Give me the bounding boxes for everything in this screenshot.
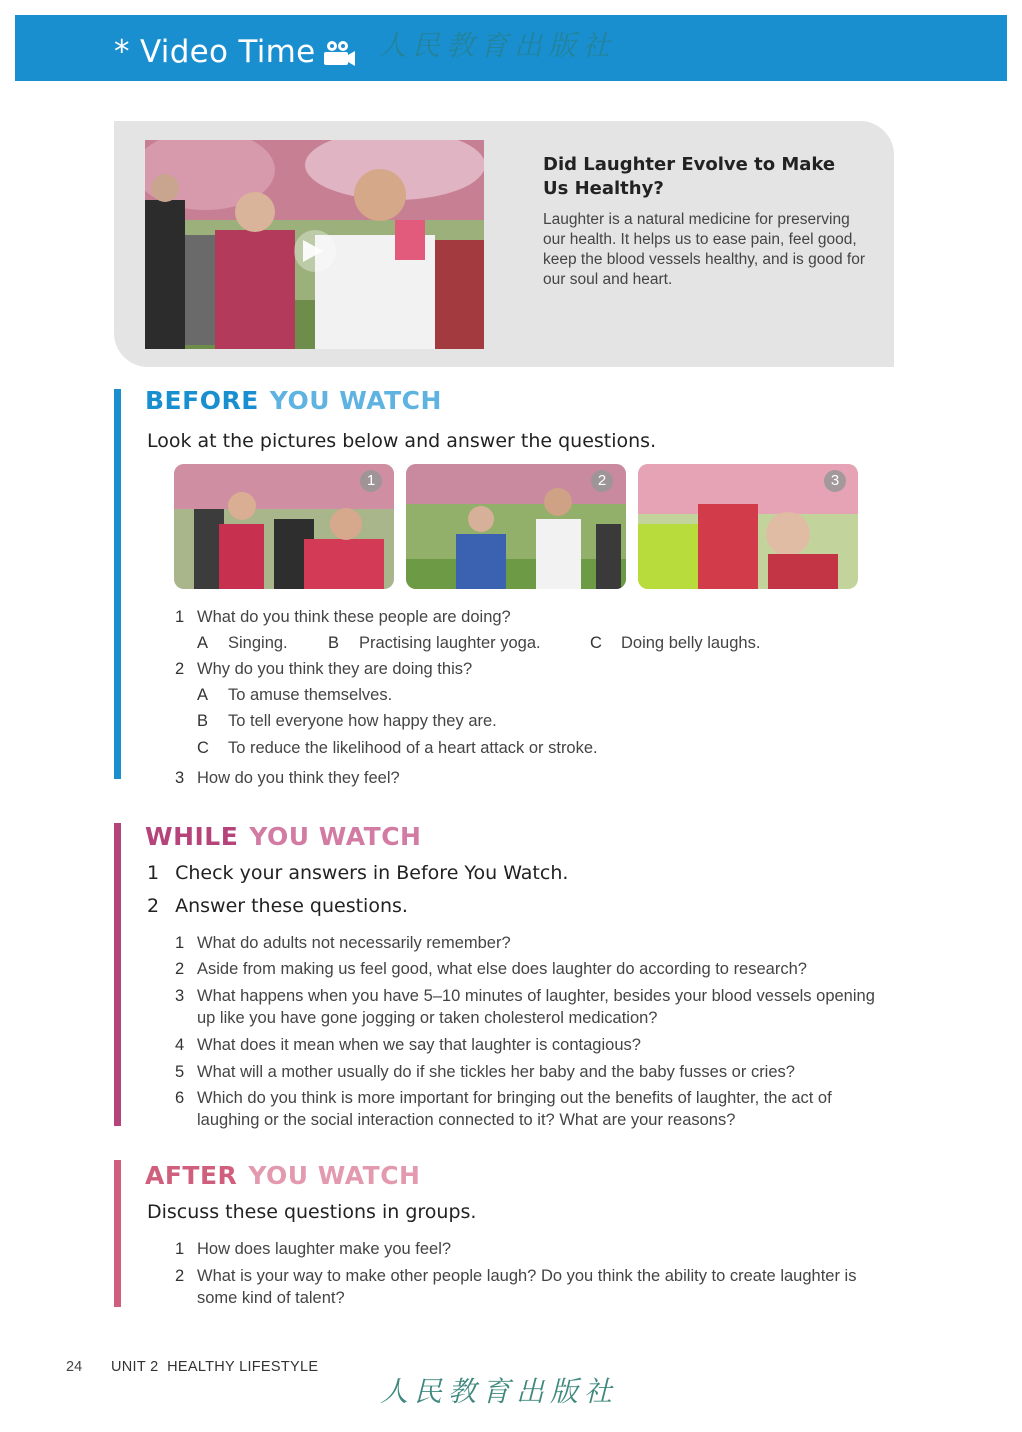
question-text: What does it mean when we say that laughter is contagious? bbox=[197, 1036, 641, 1054]
question-number: 2 bbox=[175, 1267, 185, 1285]
question-text: How do you think they feel? bbox=[197, 769, 400, 787]
question-number: 2 bbox=[175, 960, 185, 978]
question-text: Which do you think is more important for bringing out the benefits of laughter, the act of laughing or the social interaction connected to it? What are your reasons? bbox=[197, 1089, 832, 1129]
option-text: Singing. bbox=[228, 634, 288, 652]
question-number: 5 bbox=[175, 1063, 185, 1081]
publisher-logo: 人民教育出版社 bbox=[380, 1375, 619, 1408]
question-number: 1 bbox=[175, 608, 185, 626]
page-number: 24 bbox=[66, 1359, 83, 1375]
question-text: Why do you think they are doing this? bbox=[197, 660, 473, 678]
task-number: 1 bbox=[147, 862, 160, 884]
question-text: What do adults not necessarily remember? bbox=[197, 934, 511, 952]
while-heading bbox=[145, 822, 421, 851]
option-text: Doing belly laughs. bbox=[621, 634, 761, 652]
before-heading-word2: YOU WATCH bbox=[269, 386, 442, 415]
option-letter: A bbox=[197, 634, 209, 652]
video-camera-icon bbox=[321, 38, 357, 70]
task-text: Check your answers in Before You Watch. bbox=[175, 862, 569, 884]
while-section-bar bbox=[114, 823, 121, 1126]
publisher-watermark: 人民教育出版社 bbox=[378, 29, 617, 62]
while-heading-word2: YOU WATCH bbox=[249, 822, 422, 851]
task-number: 2 bbox=[147, 895, 160, 917]
question-number: 6 bbox=[175, 1089, 185, 1107]
option-letter: C bbox=[197, 739, 209, 757]
while-task-2 bbox=[147, 895, 408, 917]
option-text: Practising laughter yoga. bbox=[359, 634, 541, 652]
after-instruction: Discuss these questions in groups. bbox=[147, 1201, 477, 1223]
question-number: 3 bbox=[175, 987, 185, 1005]
question-number: 1 bbox=[175, 934, 185, 952]
option-letter: B bbox=[197, 712, 209, 730]
after-heading-word2: YOU WATCH bbox=[248, 1161, 421, 1190]
question-text: Aside from making us feel good, what else does laughter do according to research? bbox=[197, 960, 807, 978]
before-heading-word1: BEFORE bbox=[145, 386, 259, 415]
while-task-1 bbox=[147, 862, 568, 884]
question-number: 4 bbox=[175, 1036, 185, 1054]
question-text: What is your way to make other people laugh? Do you think the ability to create laughter is some kind of talent? bbox=[197, 1267, 857, 1307]
question-text: What happens when you have 5–10 minutes of laughter, besides your blood vessels opening up like you have gone jogging or taken cholesterol medication? bbox=[197, 987, 875, 1027]
question-text: What will a mother usually do if she tickles her baby and the baby fusses or cries? bbox=[197, 1063, 795, 1081]
question-number: 2 bbox=[175, 660, 185, 678]
photo-number-3: 3 bbox=[824, 470, 846, 492]
option-letter: A bbox=[197, 686, 209, 704]
while-heading-word1: WHILE bbox=[145, 822, 239, 851]
after-heading bbox=[145, 1161, 420, 1190]
question-number: 3 bbox=[175, 769, 185, 787]
after-section-bar bbox=[114, 1160, 121, 1307]
play-icon[interactable] bbox=[303, 240, 323, 262]
before-instruction: Look at the pictures below and answer the questions. bbox=[147, 430, 657, 452]
option-letter: C bbox=[590, 634, 602, 652]
question-text: How does laughter make you feel? bbox=[197, 1240, 452, 1258]
option-text: To tell everyone how happy they are. bbox=[228, 712, 497, 730]
before-heading bbox=[145, 386, 442, 415]
option-text: To amuse themselves. bbox=[228, 686, 393, 704]
task-text: Answer these questions. bbox=[175, 895, 408, 917]
before-section-bar bbox=[114, 389, 121, 779]
video-description: Laughter is a natural medicine for preserving our health. It helps us to ease pain, feel good, keep the blood vessels healthy, and is good for our soul and heart. bbox=[543, 211, 865, 288]
question-text: What do you think these people are doing? bbox=[197, 608, 511, 626]
section-title: * Video Time bbox=[114, 34, 316, 70]
photo-number-2: 2 bbox=[591, 470, 613, 492]
option-text: To reduce the likelihood of a heart attack or stroke. bbox=[228, 739, 598, 757]
video-title: Did Laughter Evolve to Make Us Healthy? bbox=[543, 154, 836, 199]
unit-label: UNIT 2 HEALTHY LIFESTYLE bbox=[111, 1359, 319, 1375]
after-heading-word1: AFTER bbox=[145, 1161, 238, 1190]
option-letter: B bbox=[328, 634, 340, 652]
question-number: 1 bbox=[175, 1240, 185, 1258]
photo-number-1: 1 bbox=[360, 470, 382, 492]
